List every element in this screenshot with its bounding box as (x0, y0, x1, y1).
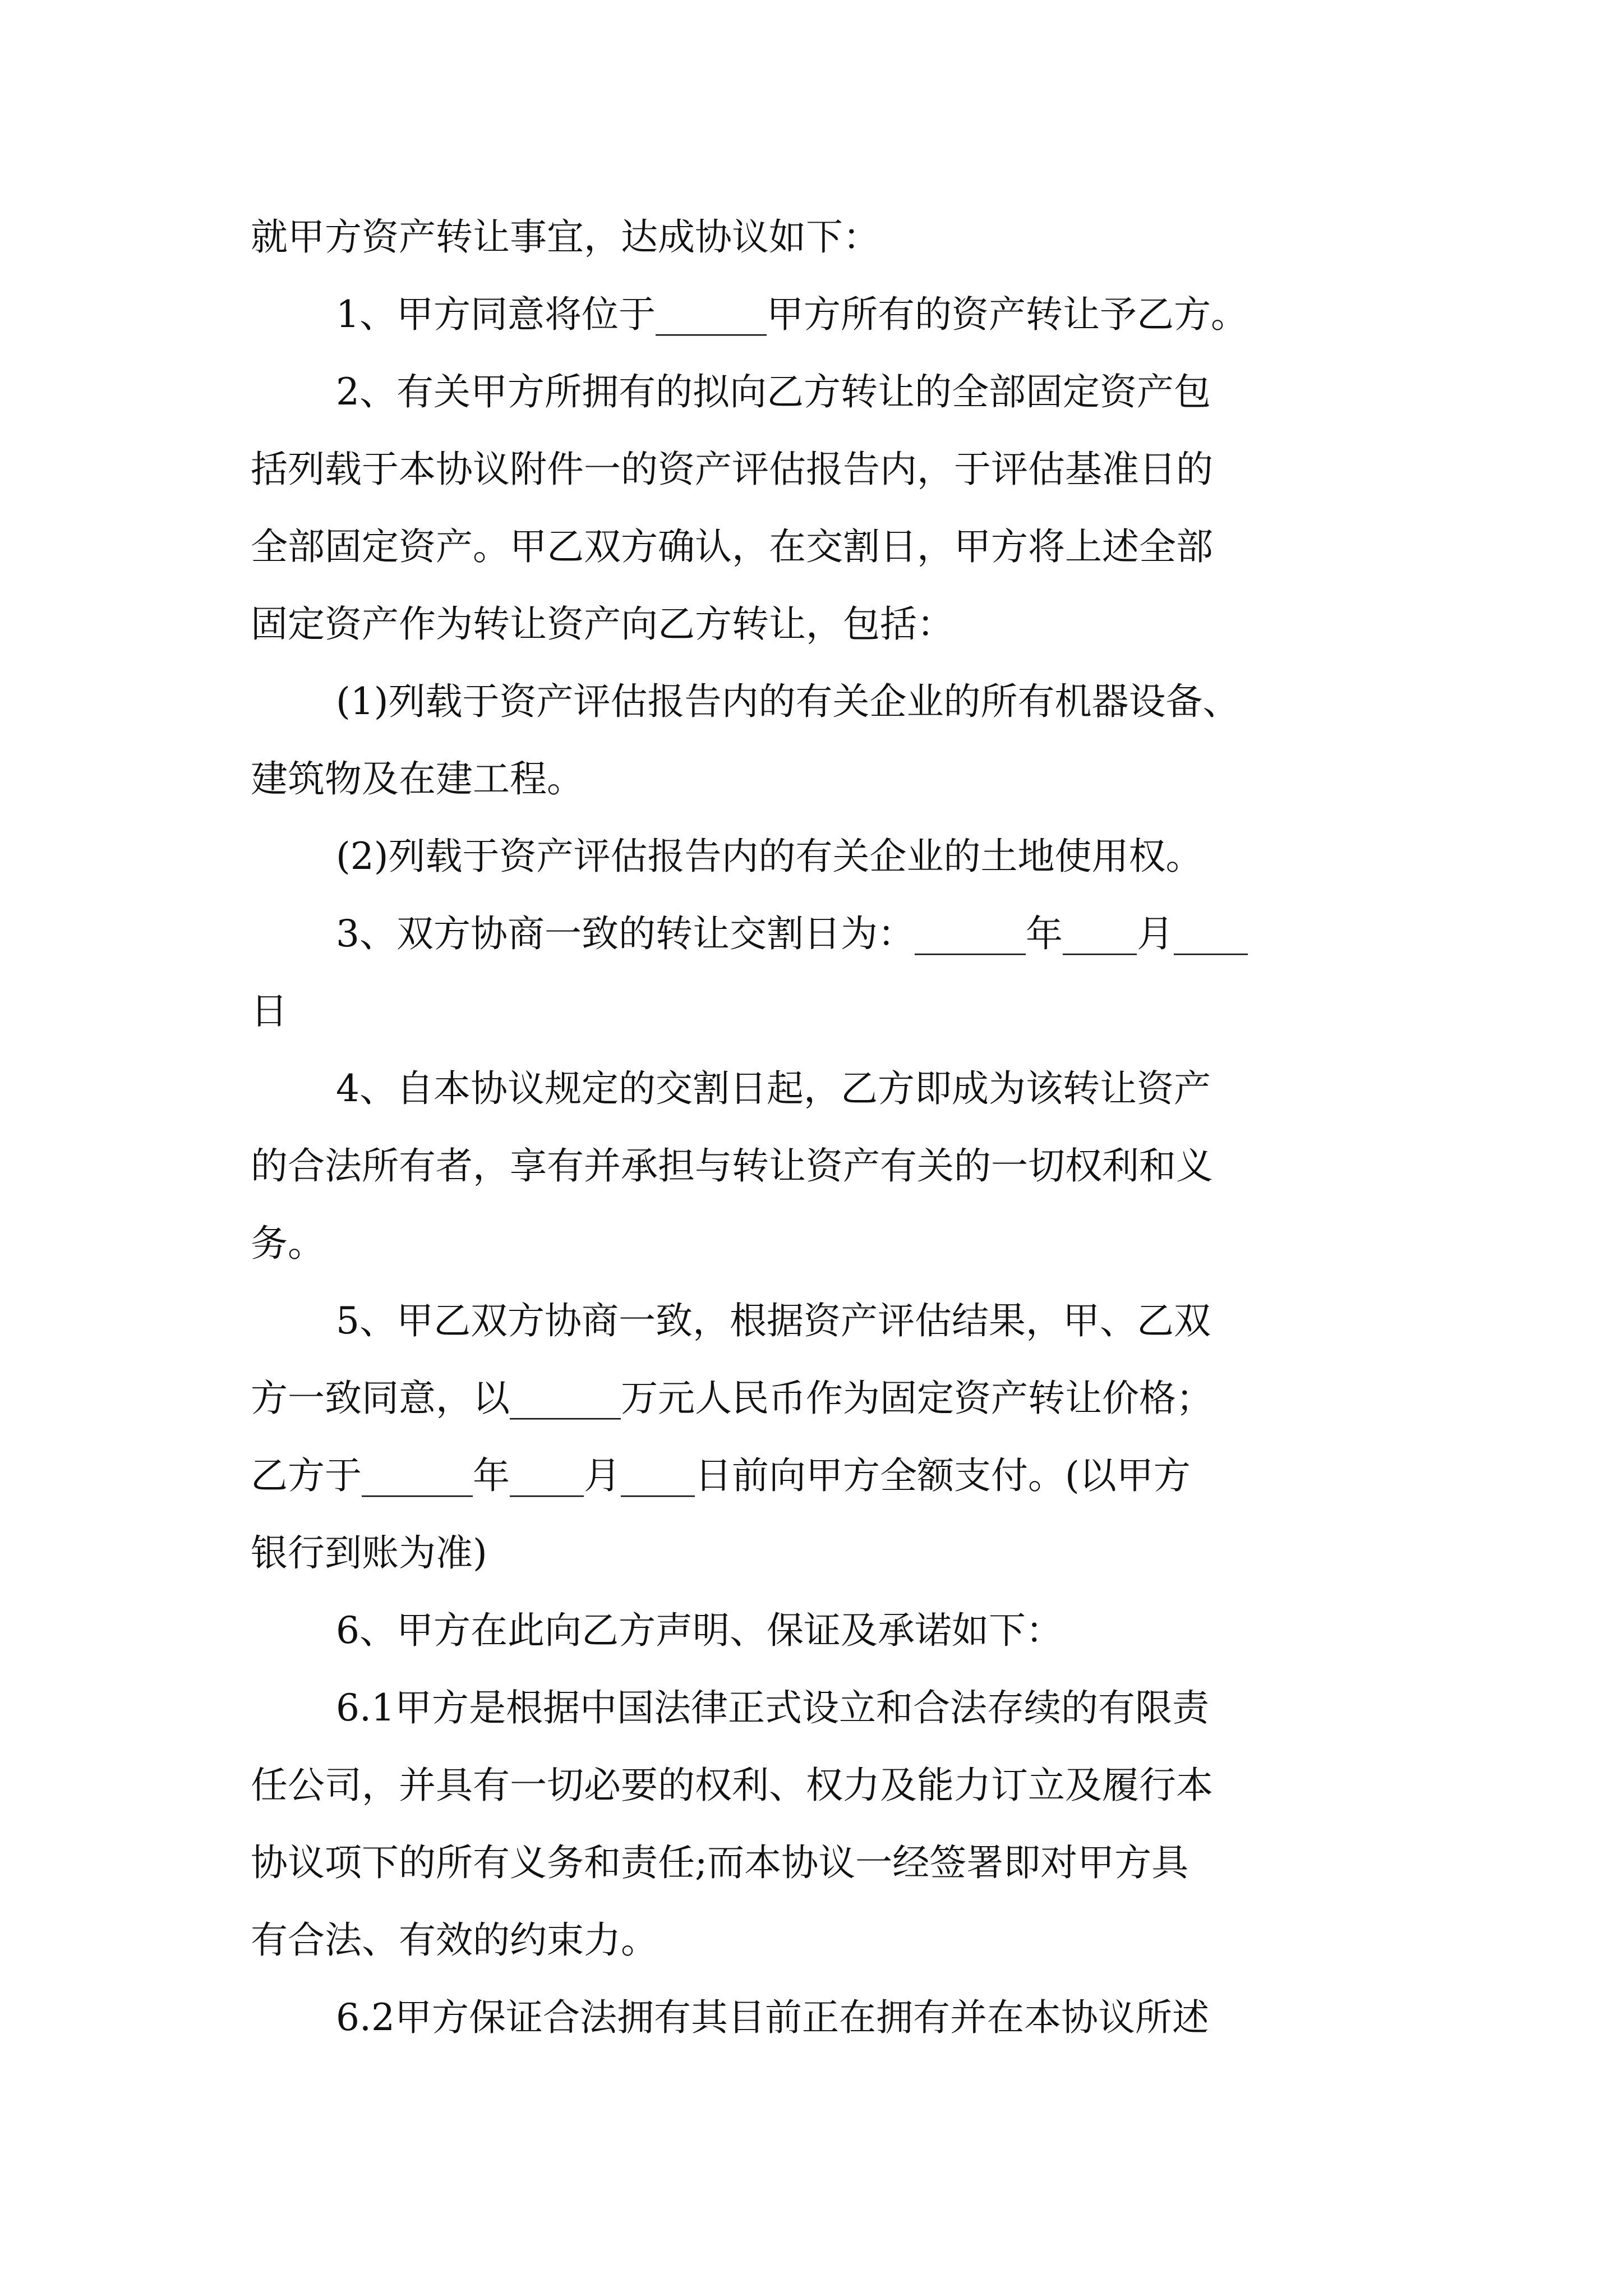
text-line: 日 (251, 990, 288, 1033)
text-line: 5、甲乙双方协商一致，根据资产评估结果，甲、乙双 (336, 1299, 1211, 1342)
text-line: 6.1甲方是根据中国法律正式设立和合法存续的有限责 (336, 1686, 1209, 1729)
text-line: 有合法、有效的约束力。 (251, 1918, 658, 1962)
text-line: 3、双方协商一致的转让交割日为：______年____月____ (336, 912, 1248, 955)
text-line: (2)列载于资产评估报告内的有关企业的土地使用权。 (336, 835, 1203, 878)
text-line: 6、甲方在此向乙方声明、保证及承诺如下： (336, 1609, 1063, 1652)
text-line: (1)列载于资产评估报告内的有关企业的所有机器设备、 (336, 680, 1240, 723)
text-line: 建筑物及在建工程。 (251, 757, 584, 800)
text-line: 就甲方资产转让事宜，达成协议如下： (251, 215, 880, 259)
text-line: 乙方于______年____月____日前向甲方全额支付。(以甲方 (251, 1454, 1191, 1497)
text-line: 方一致同意，以______万元人民币作为固定资产转让价格； (251, 1377, 1213, 1420)
text-line: 的合法所有者，享有并承担与转让资产有关的一切权利和义 (251, 1144, 1213, 1188)
text-line: 全部固定资产。甲乙双方确认，在交割日，甲方将上述全部 (251, 525, 1213, 568)
text-line: 2、有关甲方所拥有的拟向乙方转让的全部固定资产包 (336, 370, 1211, 413)
text-line: 固定资产作为转让资产向乙方转让，包括： (251, 602, 954, 646)
text-line: 4、自本协议规定的交割日起，乙方即成为该转让资产 (336, 1067, 1211, 1110)
text-line: 协议项下的所有义务和责任;而本协议一经签署即对甲方具 (251, 1841, 1189, 1884)
text-line: 括列载于本协议附件一的资产评估报告内，于评估基准日的 (251, 448, 1213, 491)
text-line: 务。 (251, 1222, 325, 1265)
text-line: 6.2甲方保证合法拥有其目前正在拥有并在本协议所述 (336, 1996, 1209, 2039)
text-line: 1、甲方同意将位于______甲方所有的资产转让予乙方。 (336, 293, 1248, 336)
text-line: 银行到账为准) (251, 1531, 487, 1575)
text-line: 任公司，并具有一切必要的权利、权力及能力订立及履行本 (251, 1764, 1213, 1807)
